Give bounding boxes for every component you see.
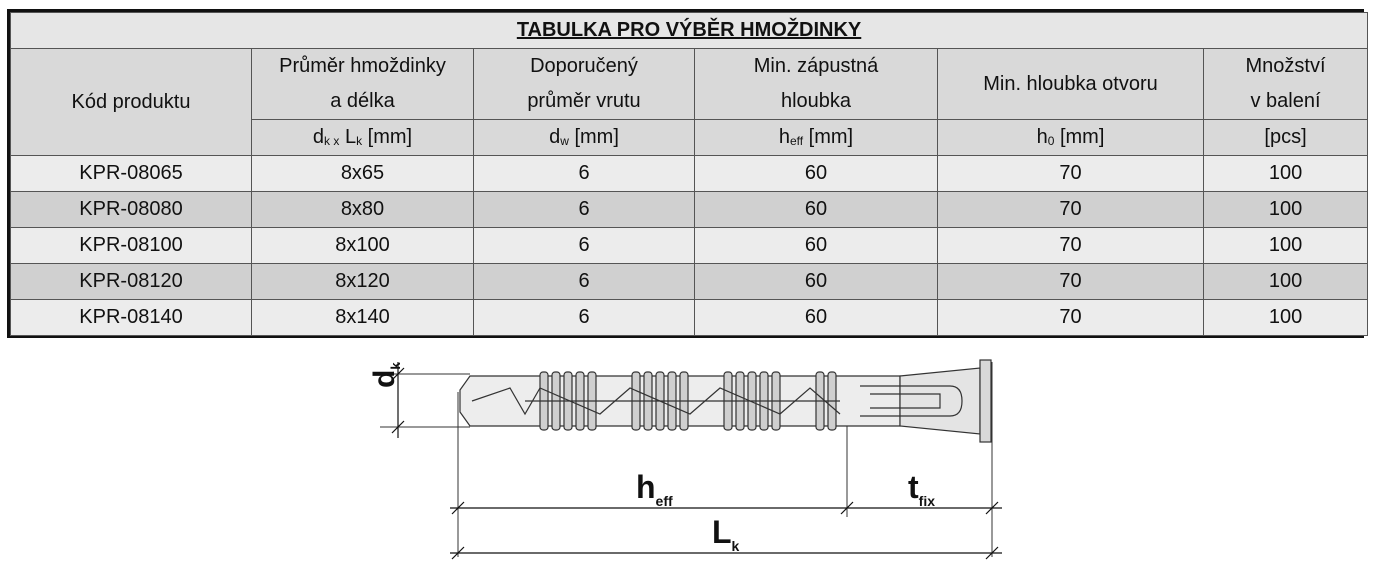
cell-embed: 60	[695, 192, 938, 228]
product-table-frame	[7, 9, 1364, 338]
heff-label: $h_{eff}$	[636, 469, 673, 509]
header-screw-diameter: Doporučený průměr vrutu	[474, 49, 695, 120]
unit-diameter-length: dk x Lk [mm]	[252, 120, 474, 156]
anchor-dimension-drawing	[340, 352, 1020, 577]
table-row	[11, 192, 1368, 228]
cell-code: KPR-08080	[11, 192, 252, 228]
cell-embed: 60	[695, 264, 938, 300]
cell-embed: 60	[695, 156, 938, 192]
cell-embed: 60	[695, 228, 938, 264]
cell-screw: 6	[474, 228, 695, 264]
cell-hole: 70	[938, 192, 1204, 228]
cell-code: KPR-08140	[11, 300, 252, 336]
cell-hole: 70	[938, 228, 1204, 264]
product-table	[10, 12, 1368, 336]
unit-embed-depth: heff [mm]	[695, 120, 938, 156]
cell-size: 8x100	[252, 228, 474, 264]
header-quantity: Množství v balení	[1204, 49, 1368, 120]
unit-screw-diameter: dw [mm]	[474, 120, 695, 156]
cell-hole: 70	[938, 300, 1204, 336]
cell-qty: 100	[1204, 300, 1368, 336]
header-diameter-length: Průměr hmoždinky a délka	[252, 49, 474, 120]
cell-embed: 60	[695, 300, 938, 336]
cell-qty: 100	[1204, 156, 1368, 192]
cell-size: 8x80	[252, 192, 474, 228]
cell-qty: 100	[1204, 192, 1368, 228]
table-row	[11, 300, 1368, 336]
cell-size: 8x140	[252, 300, 474, 336]
header-embed-depth: Min. zápustná hloubka	[695, 49, 938, 120]
table-title: TABULKA PRO VÝBĚR HMOŽDINKY	[11, 13, 1368, 49]
table-row	[11, 228, 1368, 264]
tfix-label: $t_{fix}$	[908, 469, 935, 509]
cell-qty: 100	[1204, 228, 1368, 264]
cell-hole: 70	[938, 264, 1204, 300]
cell-screw: 6	[474, 156, 695, 192]
cell-code: KPR-08065	[11, 156, 252, 192]
cell-screw: 6	[474, 192, 695, 228]
cell-qty: 100	[1204, 264, 1368, 300]
cell-size: 8x65	[252, 156, 474, 192]
unit-quantity: [pcs]	[1204, 120, 1368, 156]
header-hole-depth: Min. hloubka otvoru	[938, 49, 1204, 120]
cell-size: 8x120	[252, 264, 474, 300]
table-row	[11, 156, 1368, 192]
table-row	[11, 264, 1368, 300]
dk-label: $d_k$	[368, 362, 403, 388]
cell-code: KPR-08120	[11, 264, 252, 300]
cell-screw: 6	[474, 300, 695, 336]
header-product-code: Kód produktu	[11, 49, 252, 156]
cell-hole: 70	[938, 156, 1204, 192]
cell-code: KPR-08100	[11, 228, 252, 264]
unit-hole-depth: h0 [mm]	[938, 120, 1204, 156]
lk-label: $L_k$	[712, 514, 740, 554]
cell-screw: 6	[474, 264, 695, 300]
anchor-body	[460, 360, 991, 442]
